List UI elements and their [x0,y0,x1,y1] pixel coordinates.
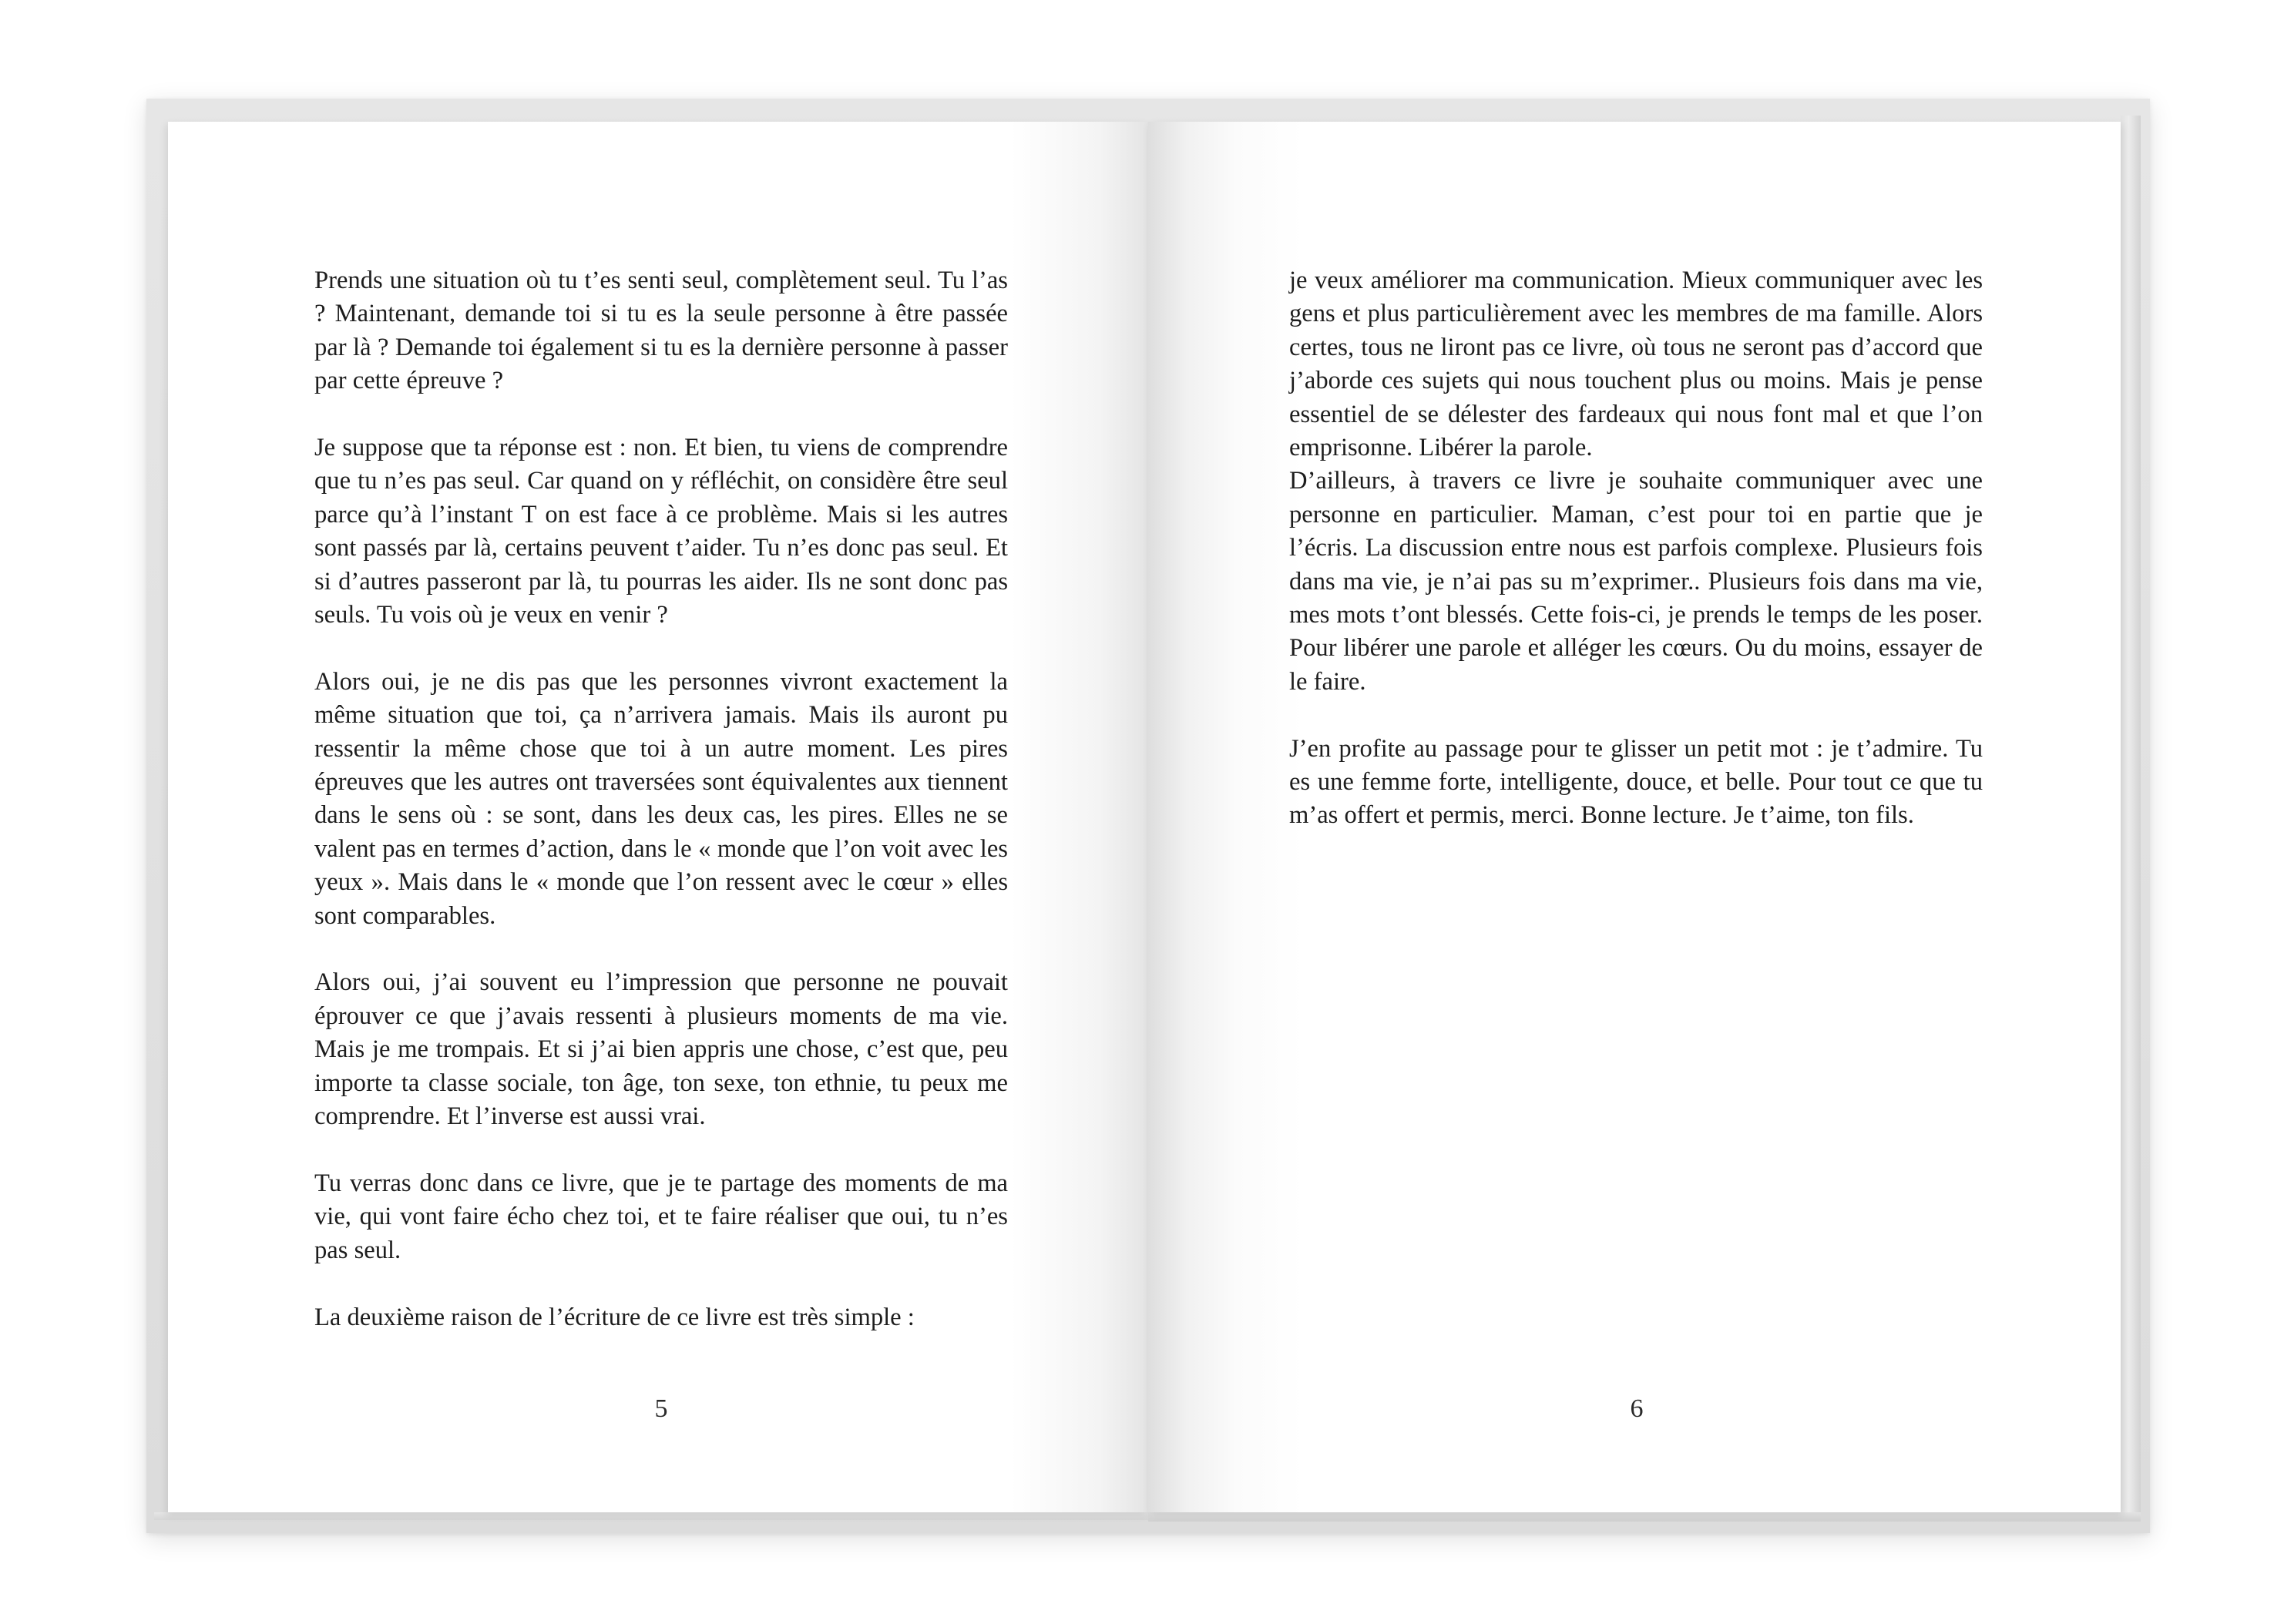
left-page-text [314,264,1008,1334]
left-paragraph-4: Alors oui, j’ai souvent eu l’impression que personne ne pouvait éprouver ce que j’avais ressenti à plusieurs moments de ma vie. Mais je me trompais. Et si j’ai bien appris une chose, c’est que, peu importe ta classe sociale, ton âge, ton sexe, ton ethnie, tu peux me comprendre. Et l’inverse est aussi vrai. [314,968,1008,1131]
right-paragraph-1: je veux améliorer ma communication. Mieux communiquer avec les gens et plus particulièrement avec les membres de ma famille. Alors certes, tous ne liront pas ce livre, où tous ne seront pas d’accord que j’aborde ces sujets qui nous touchent plus ou moins. Mais je pense essentiel de se délester des fardeaux qui nous font mal et que l’on emprisonne. Libérer la parole. [1289,267,1983,462]
left-paragraph-3: Alors oui, je ne dis pas que les personnes vivront exactement la même situation que toi, ça n’arrivera jamais. Mais ils auront pu ressentir la même chose que toi à un autre moment. Les pires épreuves que les autres ont traversées sont équivalentes aux tiennent dans le sens où : se sont, dans les deux cas, les pires. Elles ne se valent pas en termes d’action, dans le « monde que l’on voit avec les yeux ». Mais dans le « monde que l’on ressent avec le cœur » elles sont comparables. [314,667,1008,930]
page-number-left: 5 [654,1394,668,1423]
left-paragraph-6: La deuxième raison de l’écriture de ce livre est très simple : [314,1303,915,1331]
left-paragraph-5: Tu verras donc dans ce livre, que je te partage des moments de ma vie, qui vont faire écho chez toi, et te faire réaliser que oui, tu n’es pas seul. [314,1169,1008,1264]
page-edge-bottom [1148,1512,2141,1522]
right-paragraph-3: J’en profite au passage pour te glisser un petit mot : je t’admire. Tu es une femme forte, intelligente, douce, et belle. Pour tout ce que tu m’as offert et permis, merci. Bonne lecture. Je t’aime, ton fils. [1289,734,1983,830]
page-number-right: 6 [1630,1394,1644,1423]
right-page-text [1289,264,1983,833]
left-paragraph-1: Prends une situation où tu t’es senti seul, complètement seul. Tu l’as ? Maintenant, demande toi si tu es la seule personne à être passée par là ? Demande toi également si tu es la dernière personne à passer par cette épreuve ? [314,267,1008,395]
right-paragraph-2: D’ailleurs, à travers ce livre je souhaite communiquer avec une personne en particulier. Maman, c’est pour toi en partie que je l’écris. La discussion entre nous est parfois complexe. Plusieurs fois dans ma vie, je n’ai pas su m’exprimer.. Plusieurs fois dans ma vie, mes mots t’ont blessés. Cette fois-ci, je prends le temps de les poser. Pour libérer une parole et alléger les cœurs. Ou du moins, essayer de le faire. [1289,467,1983,696]
page-edge-right [2121,116,2141,1519]
page-edge-bottom-left [154,1512,1148,1520]
left-paragraph-2: Je suppose que ta réponse est : non. Et bien, tu viens de comprendre que tu n’es pas seul. Car quand on y réfléchit, on considère être seul parce qu’à l’instant T on est face à ce problème. Mais si les autres sont passés par là, certains peuvent t’aider. Tu n’es donc pas seul. Et si d’autres passeront par là, tu pourras les aider. Ils ne sont donc pas seuls. Tu vois où je veux en venir ? [314,434,1008,629]
